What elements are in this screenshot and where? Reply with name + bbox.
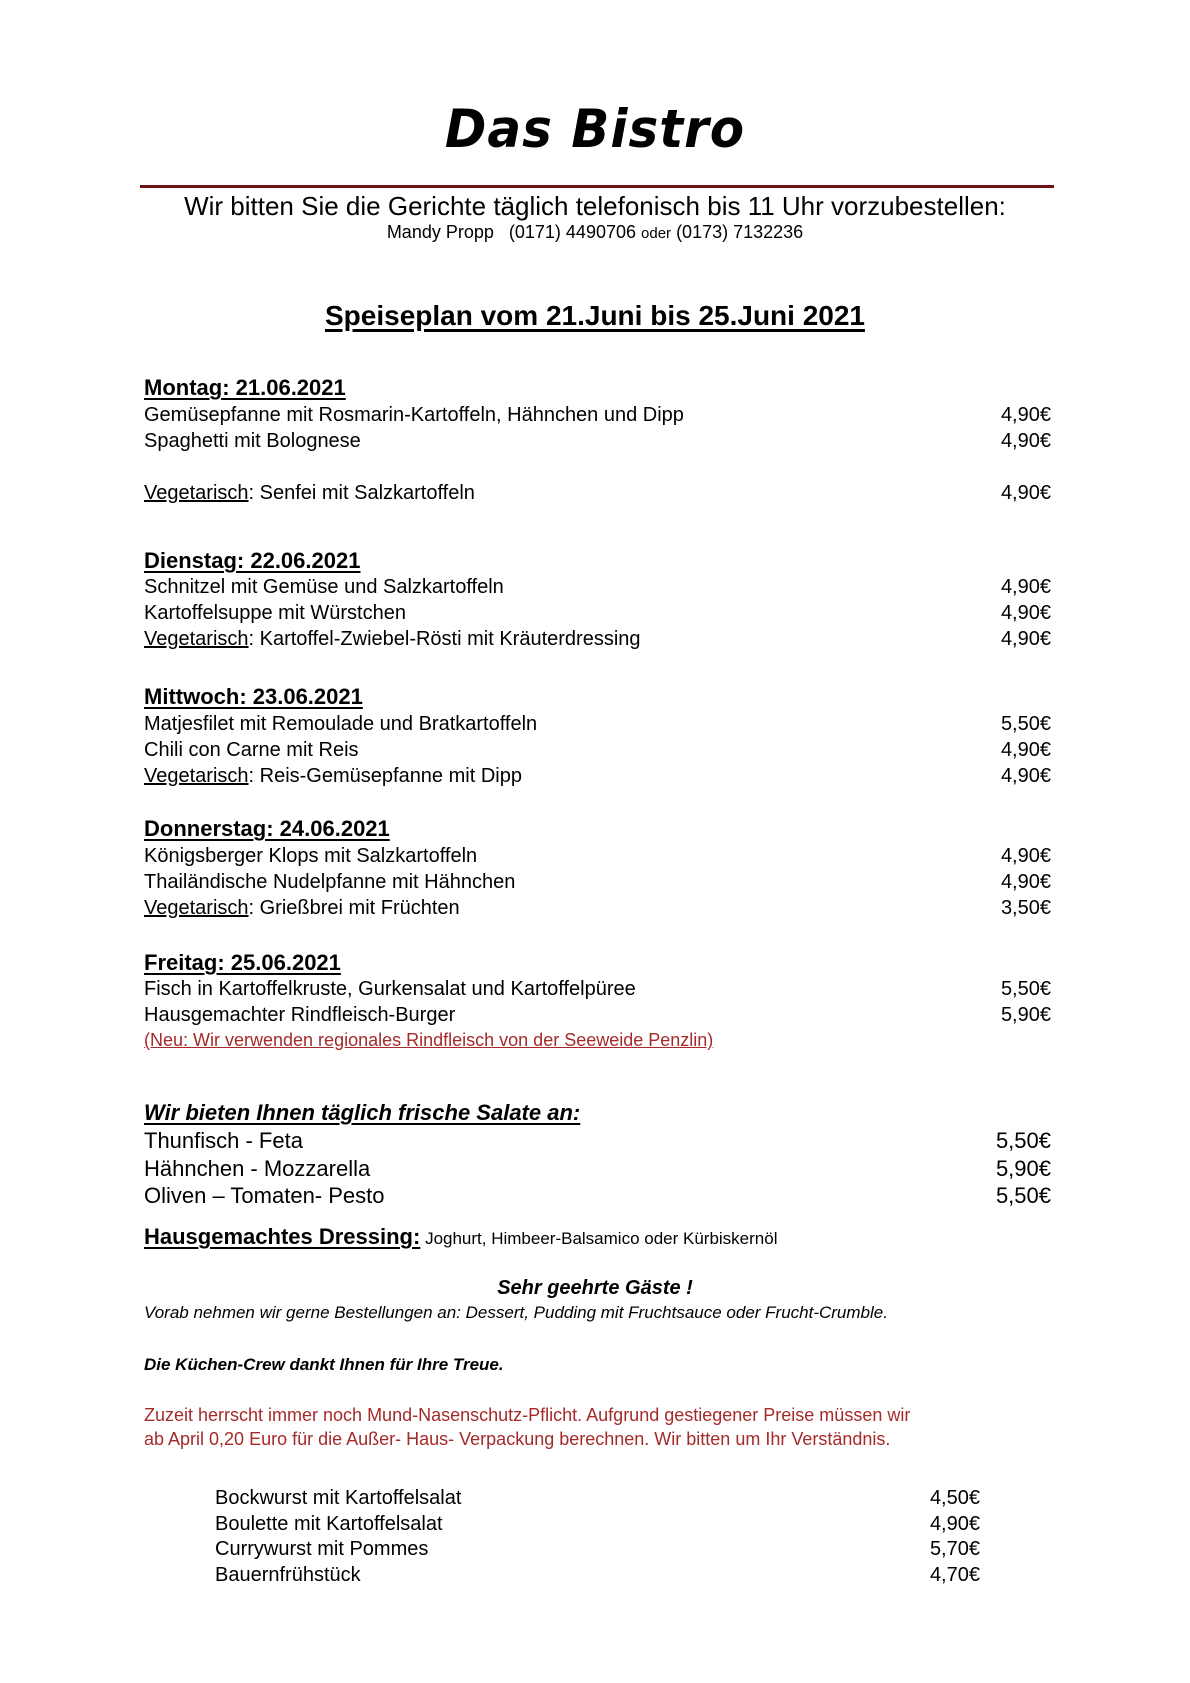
menu-item [144, 843, 1051, 869]
vegetarian-item [144, 480, 1051, 506]
menu-item [144, 737, 1051, 763]
extra-item [215, 1562, 980, 1588]
day-heading-donnerstag: Donnerstag: 24.06.2021 [144, 816, 390, 841]
vegetarian-label: Vegetarisch [144, 765, 249, 787]
item-name: Currywurst mit Pommes [215, 1538, 429, 1560]
vegetarian-label: Vegetarisch [144, 482, 249, 504]
item-price: 4,90€ [1000, 845, 1051, 867]
contact-name: Mandy Propp [386, 222, 494, 242]
item-name: Thunfisch - Feta [144, 1128, 303, 1153]
plan-title: Speiseplan vom 21.Juni bis 25.Juni 2021 [324, 300, 865, 331]
extra-item [215, 1485, 980, 1511]
bistro-title: Das Bistro [444, 98, 746, 160]
dressing-options: Joghurt, Himbeer-Balsamico oder Kürbiskernöl [425, 1229, 778, 1248]
item-price: 4,90€ [1000, 871, 1051, 893]
item-price: 5,70€ [929, 1538, 980, 1560]
order-note: Wir bitten Sie die Gerichte täglich telefonisch bis 11 Uhr vorzubestellen: [184, 191, 1006, 221]
extra-item [215, 1536, 980, 1562]
menu-item [144, 574, 1051, 600]
item-price: 5,50€ [995, 1128, 1051, 1153]
item-price: 4,70€ [929, 1564, 980, 1586]
item-name: Oliven – Tomaten- Pesto [144, 1183, 385, 1208]
item-name: Hausgemachter Rindfleisch-Burger [144, 1004, 456, 1026]
item-name: Bockwurst mit Kartoffelsalat [215, 1487, 462, 1509]
item-name: Fisch in Kartoffelkruste, Gurkensalat und Kartoffelpüree [144, 978, 636, 1000]
item-price: 3,50€ [1000, 897, 1051, 919]
item-price: 4,90€ [929, 1513, 980, 1535]
item-price: 4,90€ [1000, 482, 1051, 504]
item-price: 5,50€ [1000, 713, 1051, 735]
day-heading-montag: Montag: 21.06.2021 [144, 375, 346, 400]
item-name: : Senfei mit Salzkartoffeln [248, 482, 475, 504]
salad-item [144, 1182, 1051, 1210]
salads-heading: Wir bieten Ihnen täglich frische Salate an: [144, 1100, 581, 1125]
menu-item [144, 869, 1051, 895]
dessert-note: Vorab nehmen wir gerne Bestellungen an: Dessert, Pudding mit Fruchtsauce oder Frucht-Crumble. [144, 1303, 888, 1322]
menu-item [144, 976, 1051, 1002]
guests-heading: Sehr geehrte Gäste ! [497, 1277, 693, 1299]
day-heading-mittwoch: Mittwoch: 23.06.2021 [144, 684, 363, 709]
item-name: Bauernfrühstück [215, 1564, 361, 1586]
item-name: Schnitzel mit Gemüse und Salzkartoffeln [144, 576, 504, 598]
menu-item [144, 428, 1051, 454]
menu-item [144, 600, 1051, 626]
item-price: 4,90€ [1000, 430, 1051, 452]
mask-price-notice [144, 1403, 1044, 1451]
notice-line-1: Zuzeit herrscht immer noch Mund-Nasenschutz-Pflicht. Aufgrund gestiegener Preise müssen wir [144, 1405, 911, 1425]
salad-item [144, 1127, 1051, 1155]
contact-line [0, 222, 1190, 243]
item-price: 5,50€ [1000, 978, 1051, 1000]
phone-separator: oder [641, 225, 672, 242]
item-price: 4,90€ [1000, 404, 1051, 426]
item-name: Boulette mit Kartoffelsalat [215, 1513, 443, 1535]
item-price: 4,90€ [1000, 765, 1051, 787]
item-name: : Kartoffel-Zwiebel-Rösti mit Kräuterdressing [248, 628, 641, 650]
header-rule [140, 185, 1054, 188]
day-heading-dienstag: Dienstag: 22.06.2021 [144, 548, 361, 573]
item-price: 5,50€ [995, 1183, 1051, 1208]
item-name: Thailändische Nudelpfanne mit Hähnchen [144, 871, 516, 893]
vegetarian-item [144, 763, 1051, 789]
menu-item [144, 402, 1051, 428]
vegetarian-label: Vegetarisch [144, 897, 249, 919]
item-price: 4,50€ [929, 1487, 980, 1509]
item-price: 4,90€ [1000, 602, 1051, 624]
item-name: Hähnchen - Mozzarella [144, 1156, 371, 1181]
dressing-label: Hausgemachtes Dressing: [144, 1224, 421, 1249]
item-name: Chili con Carne mit Reis [144, 739, 359, 761]
phone-1: (0171) 4490706 [508, 222, 636, 242]
item-price: 4,90€ [1000, 739, 1051, 761]
item-name: Gemüsepfanne mit Rosmarin-Kartoffeln, Hähnchen und Dipp [144, 404, 684, 426]
item-name: : Reis-Gemüsepfanne mit Dipp [248, 765, 522, 787]
dressing-line [144, 1224, 778, 1250]
item-name: Königsberger Klops mit Salzkartoffeln [144, 845, 478, 867]
vegetarian-item [144, 895, 1051, 921]
item-price: 5,90€ [1000, 1004, 1051, 1026]
vegetarian-item [144, 626, 1051, 652]
menu-item [144, 711, 1051, 737]
salad-item [144, 1155, 1051, 1183]
beef-source-note: (Neu: Wir verwenden regionales Rindfleisch von der Seeweide Penzlin) [144, 1030, 714, 1050]
extra-item [215, 1511, 980, 1537]
menu-item [144, 1002, 1051, 1028]
notice-line-2: ab April 0,20 Euro für die Außer- Haus- Verpackung berechnen. Wir bitten um Ihr Verständnis. [144, 1429, 891, 1449]
item-price: 4,90€ [1000, 628, 1051, 650]
item-price: 5,90€ [995, 1156, 1051, 1181]
item-price: 4,90€ [1000, 576, 1051, 598]
crew-thanks: Die Küchen-Crew dankt Ihnen für Ihre Treue. [144, 1355, 504, 1374]
vegetarian-label: Vegetarisch [144, 628, 249, 650]
day-heading-freitag: Freitag: 25.06.2021 [144, 950, 341, 975]
item-name: Kartoffelsuppe mit Würstchen [144, 602, 406, 624]
item-name: Spaghetti mit Bolognese [144, 430, 361, 452]
item-name: : Grießbrei mit Früchten [248, 897, 460, 919]
phone-2: (0173) 7132236 [676, 222, 804, 242]
item-name: Matjesfilet mit Remoulade und Bratkartoffeln [144, 713, 538, 735]
